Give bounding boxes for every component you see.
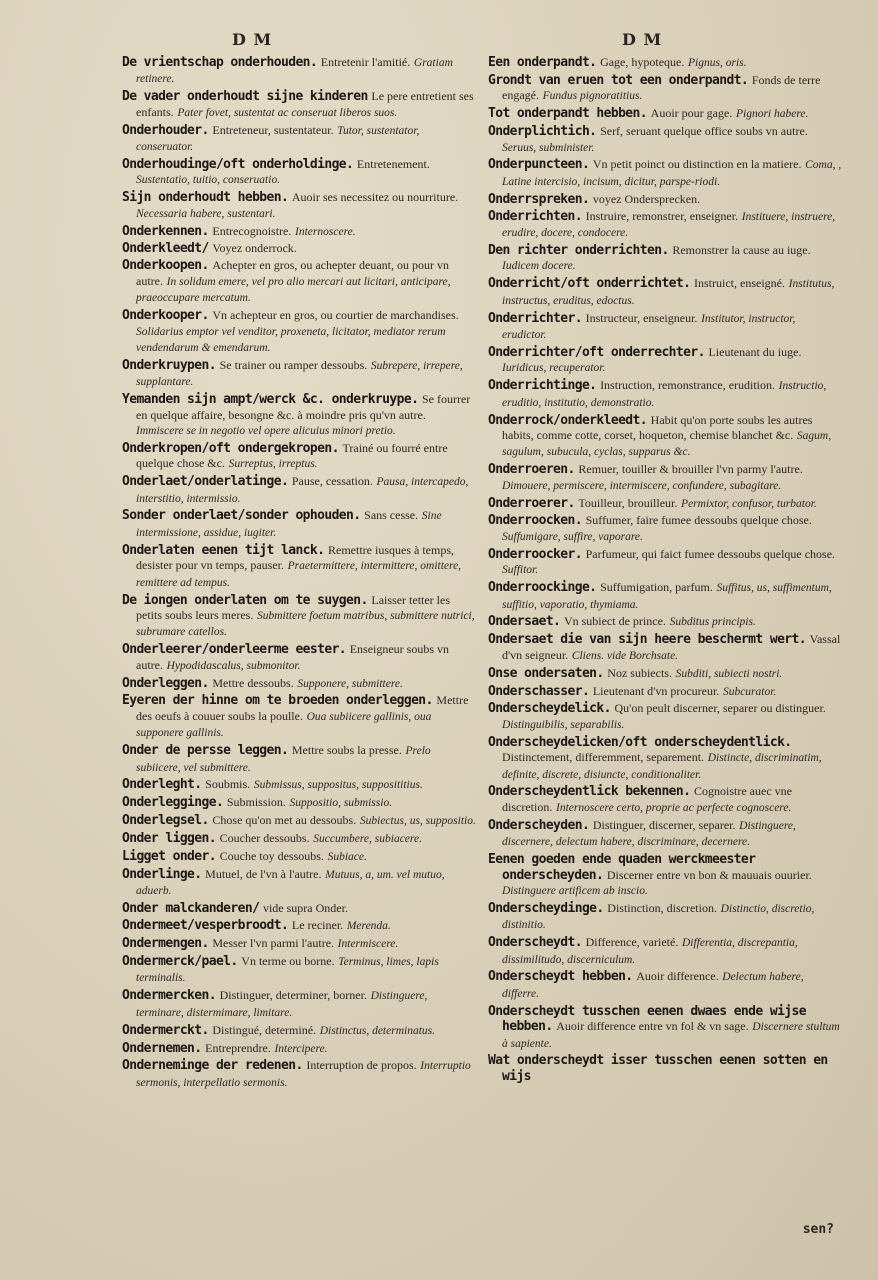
dictionary-entry xyxy=(488,969,842,1002)
headword: Onderhouder. xyxy=(122,122,209,138)
french-gloss: Le pere entretient ses enfants. xyxy=(136,89,474,119)
latin-gloss: Subrepere, irrepere, supplantare. xyxy=(136,359,463,389)
latin-gloss: Surreptus, irreptus. xyxy=(228,458,318,471)
latin-gloss: Gratiam retinere. xyxy=(136,57,453,86)
headword: Onderkoopen. xyxy=(122,258,209,274)
dictionary-entry xyxy=(488,496,842,512)
french-gloss: Parfumeur, qui faict fumee dessoubs quelque chose. xyxy=(585,546,836,561)
latin-gloss: Seruus, subminister. xyxy=(502,141,595,154)
latin-gloss: Coma, , Latine intercisio, incisum, dicitur, parspe-riodi. xyxy=(502,159,842,188)
french-gloss: Vn subiect de prince. xyxy=(563,614,666,629)
french-gloss: Sans cesse. xyxy=(364,508,419,523)
headword: Sonder onderlaet/sonder ophouden. xyxy=(122,508,361,524)
header-mark-right: D M xyxy=(622,30,663,49)
dictionary-entry xyxy=(122,89,476,121)
dictionary-entry xyxy=(122,190,476,222)
latin-gloss: Sustentatio, tuitio, conseruatio. xyxy=(136,174,281,187)
headword: Ondermerckt. xyxy=(122,1022,209,1038)
latin-gloss: Pignori habere. xyxy=(735,108,809,121)
latin-gloss: Interruptio sermonis, interpellatio sermonis. xyxy=(136,1060,471,1089)
dictionary-entry xyxy=(488,378,842,411)
french-gloss: Entretenement. xyxy=(356,156,430,171)
headword: Ondermercken. xyxy=(122,988,216,1004)
french-gloss: Distinctement, differemment, separement. xyxy=(502,750,705,765)
latin-gloss: Intermiscere. xyxy=(337,938,399,951)
headword: Onderscheydt tusschen eenen dwaes ende wijse hebben. xyxy=(488,1003,806,1035)
right-column xyxy=(488,55,842,1086)
french-gloss: voyez Ondersprecken. xyxy=(592,191,701,206)
french-gloss: Mettre soubs la presse. xyxy=(291,743,402,758)
dictionary-entry xyxy=(488,243,842,275)
french-gloss: Enseigneur soubs vn autre. xyxy=(136,642,450,672)
headword: Ondermeet/vesperbroodt. xyxy=(122,918,289,934)
french-gloss: Suffumer, faire fumee dessoubs quelque chose. xyxy=(585,513,812,528)
headword: Tot onderpandt hebben. xyxy=(488,106,647,122)
french-gloss: Remuer, touiller & brouiller l'vn parmy l'autre. xyxy=(578,462,803,477)
french-gloss: Distingué, determiné. xyxy=(212,1022,317,1037)
headword: Onderscheydentlick bekennen. xyxy=(488,784,691,800)
headword: Een onderpandt. xyxy=(488,55,597,70)
french-gloss: Achepter en gros, ou achepter deuant, ou pour vn autre. xyxy=(136,258,449,288)
french-gloss: Entreteneur, sustentateur. xyxy=(212,122,334,137)
headword: Onderscheydelick. xyxy=(488,701,611,717)
headword: Onder malckanderen/ xyxy=(122,901,260,917)
headword: Wat onderscheydt isser tusschen eenen sotten en wijs xyxy=(488,1053,828,1084)
latin-gloss: Tutor, sustentator, conseruator. xyxy=(136,124,420,154)
dictionary-entry xyxy=(488,632,842,664)
dictionary-entry xyxy=(122,258,476,306)
latin-gloss: In solidum emere, vel pro alio mercari aut licitari, anticipare, praeoccupare mercatum. xyxy=(136,275,451,305)
latin-gloss: Subcurator. xyxy=(722,685,777,698)
dictionary-entry xyxy=(488,818,842,851)
dictionary-entry xyxy=(122,593,476,641)
headword: Onderplichtich. xyxy=(488,124,597,140)
headword: Onder liggen. xyxy=(122,831,216,847)
headword: Onderlinge. xyxy=(122,867,202,882)
latin-gloss: Instructio, eruditio, institutio, demonstratio. xyxy=(502,380,827,409)
dictionary-entry xyxy=(488,192,842,207)
french-gloss: Se trainer ou ramper dessoubs. xyxy=(219,357,368,372)
headword: Onderrspreken. xyxy=(488,191,590,207)
headword: Onderleggen. xyxy=(122,675,209,691)
french-gloss: Distinction, discretion. xyxy=(607,900,717,915)
headword: Den richter onderrichten. xyxy=(488,242,669,258)
dictionary-entry xyxy=(122,1023,476,1039)
french-gloss: Lieutenant du iuge. xyxy=(708,344,802,359)
dictionary-entry xyxy=(488,209,842,242)
french-gloss: Auoir difference. xyxy=(636,969,719,984)
dictionary-entry xyxy=(122,795,476,811)
headword: Onderleght. xyxy=(122,777,202,793)
french-gloss: Mutuel, de l'vn à l'autre. xyxy=(205,867,322,881)
french-gloss: Pause, cessation. xyxy=(291,474,373,489)
latin-gloss: Differentia, discrepantia, dissimilitudo, discerniculum. xyxy=(502,937,798,966)
latin-gloss: Oua subiicere gallinis, oua supponere gallinis. xyxy=(136,710,432,740)
french-gloss: Noz subiects. xyxy=(607,665,672,680)
french-gloss: Submission. xyxy=(226,795,286,810)
dictionary-entry xyxy=(122,676,476,692)
french-gloss: Messer l'vn parmi l'autre. xyxy=(212,936,335,951)
header-mark-left: D M xyxy=(232,30,273,49)
latin-gloss: Suffumigare, suffire, vaporare. xyxy=(502,530,643,543)
dictionary-entry xyxy=(122,901,476,916)
dictionary-entry xyxy=(488,735,842,783)
page-header xyxy=(0,30,878,54)
headword: Onderrichter/oft onderrechter. xyxy=(488,344,705,360)
headword: Onderscheydinge. xyxy=(488,900,604,916)
latin-gloss: Terminus, limes, lapis terminalis. xyxy=(136,956,439,985)
latin-gloss: Distincte, discriminatim, definite, discrete, disiuncte, conditionaliter. xyxy=(502,752,822,781)
headword: Onderlegginge. xyxy=(122,795,224,811)
dictionary-entry xyxy=(122,55,476,88)
french-gloss: Chose qu'on met au dessoubs. xyxy=(212,813,357,828)
french-gloss: Difference, varieté. xyxy=(585,935,679,950)
latin-gloss: Iuridicus, recuperator. xyxy=(502,362,606,375)
headword: Onder de persse leggen. xyxy=(122,743,289,759)
headword: Onderhoudinge/oft onderholdinge. xyxy=(122,156,354,172)
dictionary-entry xyxy=(122,693,476,741)
latin-gloss: Necessaria habere, sustentari. xyxy=(136,207,276,220)
latin-gloss: Hypodidascalus, submonitor. xyxy=(166,659,301,672)
headword: Onderlaten eenen tijt lanck. xyxy=(122,542,325,558)
headword: Onderscheyden. xyxy=(488,817,590,833)
dictionary-entry xyxy=(488,580,842,613)
latin-gloss: Mutuus, a, um. vel mutuo, aduerb. xyxy=(136,869,445,898)
latin-gloss: Immiscere se in negotio vel opere alicuius minori pretio. xyxy=(136,424,396,437)
latin-gloss: Submittere foetum matribus, submittere nutrici, subrumare catellos. xyxy=(136,609,475,639)
latin-gloss: Subditus principis. xyxy=(669,616,756,629)
french-gloss: Vn terme ou borne. xyxy=(241,954,335,969)
latin-gloss: Internoscere certo, proprie ac perfecte cognoscere. xyxy=(555,801,792,814)
dictionary-entry xyxy=(122,543,476,591)
latin-gloss: Fundus pignoratitius. xyxy=(542,90,643,103)
dictionary-entry xyxy=(122,743,476,776)
headword: Onderkennen. xyxy=(122,223,209,239)
latin-gloss: Succumbere, subiacere. xyxy=(313,833,422,846)
french-gloss: Cognoistre auec vne discretion. xyxy=(502,784,792,814)
latin-gloss: Institutor, instructor, erudictor. xyxy=(502,312,796,341)
french-gloss: Entretenir l'amitié. xyxy=(320,55,411,69)
dictionary-entry xyxy=(122,224,476,240)
dictionary-entry xyxy=(488,784,842,816)
dictionary-entry xyxy=(488,55,842,71)
dictionary-entry xyxy=(488,513,842,545)
latin-gloss: Discernere stultum à sapiente. xyxy=(502,1021,840,1050)
dictionary-entry xyxy=(122,392,476,439)
french-gloss: Instructeur, enseigneur. xyxy=(585,310,698,325)
latin-gloss: Distinguere, terminare, distermimare, limitare. xyxy=(136,990,428,1019)
headword: Onderroeren. xyxy=(488,462,575,478)
headword: Onse ondersaten. xyxy=(488,665,604,681)
latin-gloss: Praetermittere, intermittere, omittere, remittere ad tempus. xyxy=(136,560,462,589)
headword: Onderroocker. xyxy=(488,546,582,562)
french-gloss: Touilleur, brouilleur. xyxy=(578,495,678,510)
left-column xyxy=(122,55,476,1093)
french-gloss: Lieutenant d'vn procureur. xyxy=(592,683,720,698)
french-gloss: Remonstrer la cause au iuge. xyxy=(672,242,811,257)
dictionary-entry xyxy=(122,918,476,934)
headword: Onderscheydt hebben. xyxy=(488,969,633,985)
dictionary-entry xyxy=(122,1058,476,1091)
dictionary-entry xyxy=(122,308,476,356)
headword: De vrientschap onderhouden. xyxy=(122,55,318,70)
dictionary-entry xyxy=(488,345,842,377)
latin-gloss: Pausa, intercapedo, interstitio, intermissio. xyxy=(136,476,469,505)
french-gloss: Vn achepteur en gros, ou courtier de marchandises. xyxy=(212,308,459,323)
latin-gloss: Iudicem docere. xyxy=(502,260,576,273)
dictionary-entry xyxy=(122,936,476,952)
dictionary-entry xyxy=(122,642,476,674)
headword: Grondt van eruen tot een onderpandt. xyxy=(488,72,749,88)
french-gloss: Mettre dessoubs. xyxy=(212,675,294,690)
headword: Onderneminge der redenen. xyxy=(122,1058,303,1074)
latin-gloss: Distinguere, discernere, delectum habere, discriminare, decernere. xyxy=(502,819,796,849)
french-gloss: Entrecognoistre. xyxy=(212,223,292,238)
french-gloss: Distinguer, discerner, separer. xyxy=(592,817,736,832)
dictionary-entry xyxy=(488,684,842,700)
french-gloss: Auoir pour gage. xyxy=(650,106,733,121)
french-gloss: Voyez onderrock. xyxy=(212,241,297,256)
dictionary-entry xyxy=(488,1053,842,1084)
french-gloss: Serf, seruant quelque office soubs vn autre. xyxy=(600,124,808,139)
french-gloss: Discerner entre vn bon & mauuais ouurier. xyxy=(606,867,812,882)
latin-gloss: Distinguibilis, separabilis. xyxy=(502,718,625,731)
french-gloss: Instruire, remonstrer, enseigner. xyxy=(585,208,739,223)
dictionary-entry xyxy=(488,852,842,899)
latin-gloss: Distinctio, discretio, distinitio. xyxy=(502,902,815,932)
headword: Onderrichten. xyxy=(488,208,582,224)
latin-gloss: Subiectus, us, suppositio. xyxy=(359,815,476,828)
headword: De iongen onderlaten om te suygen. xyxy=(122,592,368,608)
latin-gloss: Subiace. xyxy=(327,851,367,864)
catchword: sen? xyxy=(802,1222,834,1237)
french-gloss: Remettre iusques à temps, desister pour vn temps, pauser. xyxy=(136,542,454,573)
headword: Ondersaet die van sijn heere beschermt wert. xyxy=(488,632,806,648)
latin-gloss: Permixtor, confusor, turbator. xyxy=(681,497,817,510)
latin-gloss: Solidarius emptor vel venditor, proxeneta, licitator, mediator rerum vendendarum & emendarum. xyxy=(136,325,446,354)
french-gloss: Trainé ou fourré entre quelque chose &c. xyxy=(136,440,448,471)
dictionary-entry xyxy=(488,901,842,934)
french-gloss: Suffumigation, parfum. xyxy=(600,580,713,595)
dictionary-entry xyxy=(488,701,842,733)
dictionary-entry xyxy=(122,831,476,847)
headword: Onderrichter. xyxy=(488,310,582,326)
dictionary-entry xyxy=(122,441,476,473)
dictionary-entry xyxy=(122,157,476,189)
french-gloss: Fonds de terre engagé. xyxy=(502,72,821,103)
dictionary-entry xyxy=(488,106,842,122)
french-gloss: Se fourrer en quelque affaire, besongne &c. à moindre pris qu'vn autre. xyxy=(136,392,471,422)
latin-gloss: Distinctus, determinatus. xyxy=(319,1024,436,1037)
headword: Onderscheydt. xyxy=(488,935,582,951)
dictionary-entry xyxy=(122,849,476,865)
latin-gloss: Dimouere, permiscere, intermiscere, confundere, subagitare. xyxy=(502,479,782,492)
dictionary-entry xyxy=(488,935,842,968)
french-gloss: Couche toy dessoubs. xyxy=(219,849,324,864)
headword: Onderleerer/onderleerme eester. xyxy=(122,642,347,658)
french-gloss: Laisser tetter les petits soubs leurs meres. xyxy=(136,592,451,622)
latin-gloss: Sine intermissione, assidue, iugiter. xyxy=(136,510,442,539)
dictionary-entry xyxy=(488,1004,842,1052)
dictionary-entry xyxy=(122,358,476,391)
dictionary-entry xyxy=(122,474,476,507)
latin-gloss: Instituere, instruere, erudire, docere, condocere. xyxy=(502,210,836,240)
headword: Onderroocken. xyxy=(488,513,582,529)
dictionary-entry xyxy=(488,666,842,682)
headword: Ondersaet. xyxy=(488,614,561,630)
headword: Onderschasser. xyxy=(488,683,590,699)
headword: Onderrock/onderkleedt. xyxy=(488,412,647,428)
headword: Sijn onderhoudt hebben. xyxy=(122,190,289,206)
dictionary-entry xyxy=(122,954,476,987)
french-gloss: Coucher dessoubs. xyxy=(219,831,310,846)
dictionary-entry xyxy=(488,311,842,344)
headword: Onderkleedt/ xyxy=(122,241,209,257)
dictionary-entry xyxy=(488,614,842,630)
latin-gloss: Submissus, suppositus, supposititius. xyxy=(253,779,423,792)
latin-gloss: Suffitus, us, suffimentum, suffitio, vaporatio, thymiama. xyxy=(502,582,832,611)
french-gloss: Interruption de propos. xyxy=(306,1058,417,1073)
french-gloss: Entreprendre. xyxy=(205,1040,271,1055)
french-gloss: Habit qu'on porte soubs les autres habits, comme cotte, corset, hoqueton, chemise blanchet &c. xyxy=(502,412,813,442)
headword: Onderroerer. xyxy=(488,495,575,511)
headword: Ondernemen. xyxy=(122,1040,202,1056)
french-gloss: Soubmis. xyxy=(205,777,251,792)
latin-gloss: Internoscere. xyxy=(295,225,356,238)
dictionary-entry xyxy=(488,413,842,461)
headword: Onderricht/oft onderrichtet. xyxy=(488,276,691,292)
headword: Ondermengen. xyxy=(122,936,209,952)
headword: Eenen goeden ende quaden werckmeester onderscheyden. xyxy=(488,852,756,883)
french-gloss: Vassal d'vn seigneur. xyxy=(502,632,841,662)
headword: Onderscheydelicken/oft onderscheydentlick. xyxy=(488,734,792,750)
latin-gloss: Supponere, submittere. xyxy=(297,677,403,690)
headword: De vader onderhoudt sijne kinderen xyxy=(122,89,368,105)
headword: Onderroockinge. xyxy=(488,580,597,596)
french-gloss: Le reciner. xyxy=(291,918,344,933)
french-gloss: Auoir difference entre vn fol & vn sage. xyxy=(556,1019,749,1034)
headword: Yemanden sijn ampt/werck &c. onderkruype. xyxy=(122,392,419,408)
french-gloss: Instruction, remonstrance, erudition. xyxy=(600,378,776,393)
french-gloss: Qu'on peult discerner, separer ou distinguer. xyxy=(614,701,826,716)
dictionary-entry xyxy=(488,157,842,190)
french-gloss: Gage, hypoteque. xyxy=(600,55,685,69)
french-gloss: Vn petit poinct ou distinction en la matiere. xyxy=(592,157,802,172)
headword: Ligget onder. xyxy=(122,849,216,865)
dictionary-entry xyxy=(122,777,476,793)
dictionary-entry xyxy=(122,867,476,900)
french-gloss: Mettre des oeufs à couuer soubs la poulle. xyxy=(136,693,469,723)
latin-gloss: Intercipere. xyxy=(274,1042,328,1055)
latin-gloss: Merenda. xyxy=(346,920,391,933)
dictionary-entry xyxy=(488,124,842,156)
dictionary-entry xyxy=(488,73,842,105)
latin-gloss: Distinguere artificem ab inscio. xyxy=(502,884,648,897)
latin-gloss: Sagum, sagulum, subucula, cyclas, supparus &c. xyxy=(502,429,832,459)
latin-gloss: Suffitor. xyxy=(502,564,539,577)
latin-gloss: Pignus, oris. xyxy=(688,57,747,69)
latin-gloss: Suppositio, submissio. xyxy=(289,797,393,810)
dictionary-entry xyxy=(488,276,842,309)
headword: Onderkropen/oft ondergekropen. xyxy=(122,440,339,456)
dictionary-entry xyxy=(122,1041,476,1057)
french-gloss: Instruict, enseigné. xyxy=(694,276,785,291)
dictionary-entry xyxy=(122,988,476,1021)
latin-gloss: Delectum habere, differre. xyxy=(502,971,804,1000)
french-gloss: Auoir ses necessitez ou nourriture. xyxy=(291,190,459,205)
headword: Onderpuncteen. xyxy=(488,157,590,173)
headword: Ondermerck/pael. xyxy=(122,954,238,970)
headword: Onderlegsel. xyxy=(122,813,209,829)
headword: Onderrichtinge. xyxy=(488,378,597,394)
headword: Onderkooper. xyxy=(122,308,209,324)
dictionary-entry xyxy=(122,123,476,156)
dictionary-entry xyxy=(488,462,842,494)
dictionary-entry xyxy=(122,813,476,829)
dictionary-entry xyxy=(488,547,842,579)
dictionary-entry xyxy=(122,508,476,541)
french-gloss: vide supra Onder. xyxy=(262,901,348,916)
headword: Onderlaet/onderlatinge. xyxy=(122,474,289,490)
latin-gloss: Cliens. vide Borchsate. xyxy=(571,649,679,662)
latin-gloss: Institutus, instructus, eruditus, edoctus. xyxy=(502,278,835,307)
latin-gloss: Pater fovet, sustentat ac conseruat liberos suos. xyxy=(177,106,398,119)
headword: Eyeren der hinne om te broeden onderleggen. xyxy=(122,693,433,709)
latin-gloss: Prelo subiicere, vel submittere. xyxy=(136,745,431,774)
dictionary-entry xyxy=(122,241,476,256)
latin-gloss: Subditi, subiecti nostri. xyxy=(675,667,783,680)
french-gloss: Distinguer, determiner, borner. xyxy=(219,988,367,1003)
headword: Onderkruypen. xyxy=(122,357,216,373)
